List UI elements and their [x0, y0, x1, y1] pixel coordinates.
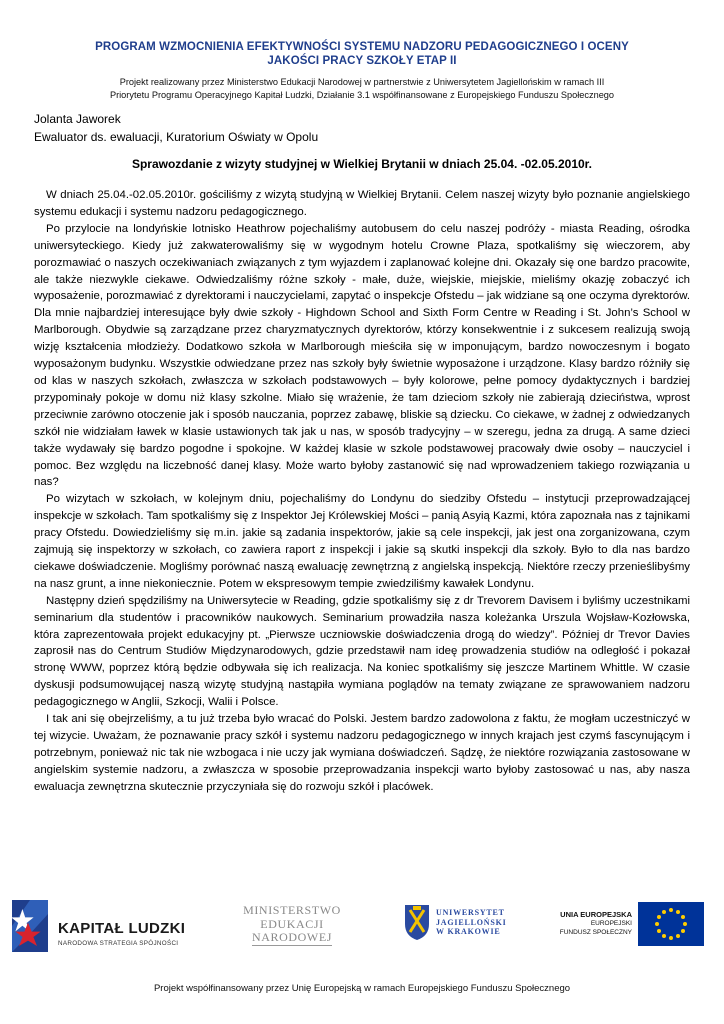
report-body [34, 187, 690, 796]
partner-logos [0, 890, 724, 960]
program-title-line1: PROGRAM WZMOCNIENIA EFEKTYWNOŚCI SYSTEMU NADZORU PEDAGOGICZNEGO I OCENY [95, 41, 629, 53]
paragraph: I tak ani się obejrzeliśmy, a tu już trzeba było wracać do Polski. Jestem bardzo zadowolona z faktu, że mogłam uczestniczyć w tej wizycie. Uważam, że poznawanie pracy szkół i systemu nadzoru pedagogicznego w innych krajach jest czymś fascynującym i potrzebnym, ponieważ nic tak nie wzbogaca i nie uczy jak wymiana doświadczeń. Sądzę, że niektóre rozwiązania zastosowane w angielskim systemie nadzoru, a zwłaszcza w sposobie przeprowadzania inspekcji warto byłoby zastosować u nas, aby nasza ewaluacja zewnętrzna skutecznie przyczyniała się do rozwoju szkół i placówek. [34, 713, 690, 793]
ministerstwo-line1: MINISTERSTWO [243, 903, 341, 917]
paragraph: W dniach 25.04.-02.05.2010r. gościliśmy z wizytą studyjną w Wielkiej Brytanii. Celem naszej wizyty było poznanie angielskiego systemu edukacji i systemu nadzoru pedagogicznego. [34, 189, 690, 218]
ministerstwo-logo [238, 904, 346, 946]
ue-line1: UNIA EUROPEJSKA [560, 910, 632, 919]
ue-line3: FUNDUSZ SPOŁECZNY [559, 929, 632, 936]
uj-line3: W KRAKOWIE [436, 927, 501, 936]
paragraph: Po wizytach w szkołach, w kolejnym dniu, pojechaliśmy do Londynu do siedziby Ofstedu – instytucji przeprowadzającej inspekcje w szkołach. Tam spotkaliśmy się z Inspektor Jej Królewskiej Mości – panią Asyią Kazmi, która zapoznała nas z tajnikami pracy Ofstedu. Dowiedzieliśmy się m.in. jakie są zadania inspektorów, jakie są cele inspekcji, jak jest ona zorganizowana, czym zajmują się inspektorzy w szkołach, co zawiera raport z inspekcji i jakie są skutki inspekcji dla szkoły. Było to dla nas bardzo ciekawe doświadczenie. Mogliśmy porównać naszą ewaluację zewnętrzną z angielską inspekcją. Niektóre rzeczy przenieślibyśmy na nasz grunt, a inne niekoniecznie. Potem w ekspresowym tempie zwiedziliśmy kawałek Londynu. [34, 493, 690, 590]
ue-logo [540, 900, 715, 950]
project-subtitle [30, 76, 694, 101]
program-title [0, 40, 724, 68]
ministerstwo-line2: EDUKACJI [260, 916, 324, 931]
kapital-ludzki-name: KAPITAŁ LUDZKI [58, 920, 186, 937]
ministerstwo-line3: NARODOWEJ [251, 930, 333, 944]
author-block [34, 110, 318, 146]
kapital-ludzki-subtitle: NARODOWA STRATEGIA SPÓJNOŚCI [58, 940, 179, 947]
uj-crest-icon [402, 902, 432, 942]
report-title: Sprawozdanie z wizyty studyjnej w Wielkiej Brytanii w dniach 25.04. -02.05.2010r. [131, 157, 593, 171]
uj-logo [400, 900, 520, 950]
paragraph: Po przylocie na londyńskie lotnisko Heathrow pojechaliśmy autobusem do celu naszej podróży - miasta Reading, ośrodka uniwersyteckiego. Kiedy już zakwaterowaliśmy się w wygodnym hotelu Crowne Plaza, spotkaliśmy się wieczorem, aby porozmawiać o naszych oczekiwaniach związanych z tym wyjazdem i zaplanować kolejne dni. Okazały się one bardzo pracowite, ale także niezwykle ciekawe. Odwiedzaliśmy różne szkoły - małe, duże, wiejskie, miejskie, mieliśmy okazję zobaczyć ich wyposażenie, porozmawiać z dyrektorami i nauczycielami, zapytać o inspekcje Ofstedu – jak widziane są one oczyma dyrektorów. Dla mnie najbardziej interesujące były dwie szkoły - Highdown School and Sixth Form Centre w Reading i St. John’s School w Marlborough. Obydwie są zarządzane przez charyzmatycznych dyrektorów, którzy konsekwentnie i z sukcesem realizują swoją wizję kształcenia młodzieży. Dodatkowo szkoła w Marlborough mieściła się w imponującym, bardzo nowoczesnym i bogato wyposażonym budynku. Wszystkie odwiedzane przez nas szkoły były świetnie wyposażone i urządzone. Klasy bardzo różniły się od klas w naszych szkołach, zwłaszcza w szkołach podstawowych – były kolorowe, pełne pomocy dydaktycznych i bardziej przypominały pokoje w domu niż klasy szkolne. Miało się wrażenie, że tam dzieciom szkoły nie zabierają dzieciństwa, wprost przeciwnie zarówno otoczenie jak i sposób nauczania, poprzez zabawę, bliskie są dziecku. Co ciekawe, w żadnej z odwiedzanych szkół nie widziałam ławek w klasie ustawionych tak jak u nas, w sposób tradycyjny – w szeregu, jedna za drugą. A same dzieci także wydawały się bardzo pogodne i spokojne. W każdej klasie w szkole podstawowej pracowały dwie osoby – nauczyciel i pomoc. Bez względu na liczebność danej klasy. Może warto byłoby zastanowić się nad wprowadzeniem takiego rozwiązania u nas? [34, 222, 690, 489]
kapital-ludzki-emblem-icon [8, 896, 52, 958]
project-subtitle-line1: Projekt realizowany przez Ministerstwo Edukacji Narodowej w partnerstwie z Uniwersytetem Jagiellońskim w ramach III [119, 77, 605, 87]
footer-note: Projekt współfinansowany przez Unię Europejską w ramach Europejskiego Funduszu Społecznego [153, 983, 571, 994]
uj-line1: UNIWERSYTET [436, 908, 505, 917]
uj-line2: JAGIELLOŃSKI [436, 917, 507, 927]
kapital-ludzki-logo [8, 896, 193, 958]
project-subtitle-line2: Priorytetu Programu Operacyjnego Kapitał Ludzki, Działanie 3.1 współfinansowane z Europejskiego Funduszu Społecznego [109, 89, 615, 100]
paragraph: Następny dzień spędziliśmy na Uniwersytecie w Reading, gdzie spotkaliśmy się z dr Trevorem Davisem i byliśmy uczestnikami seminarium dla studentów i pracowników naukowych. Seminarium prowadziła nasza koleżanka Urszula Wojsław-Kozłowska, która zaprezentowała projekt edukacyjny pt. „Pierwsze uczniowskie doświadczenia drogą do wiedzy”. Później dr Trevor Davies zaprosił nas do Centrum Studiów Międzynarodowych, gdzie przedstawił nam ideę prowadzenia studiów na odległość i pokazał stronę WWW, poprzez którą będzie odbywała się ich realizacja. Na koniec spotkaliśmy się jeszcze Martinem Whittle. W czasie dyskusji podsumowującej naszą wizytę studyjną nastąpiła wymiana poglądów na tematy związane ze sprawowaniem nadzoru pedagogicznego w Anglii, Szkocji, Walii i Polsce. [34, 594, 690, 709]
author-role: Ewaluator ds. ewaluacji, Kuratorium Oświaty w Opolu [34, 130, 319, 144]
author-name: Jolanta Jaworek [34, 112, 121, 126]
program-title-line2: JAKOŚCI PRACY SZKOŁY ETAP II [267, 55, 457, 67]
eu-flag-icon [638, 902, 704, 946]
ue-line2: EUROPEJSKI [590, 920, 632, 927]
